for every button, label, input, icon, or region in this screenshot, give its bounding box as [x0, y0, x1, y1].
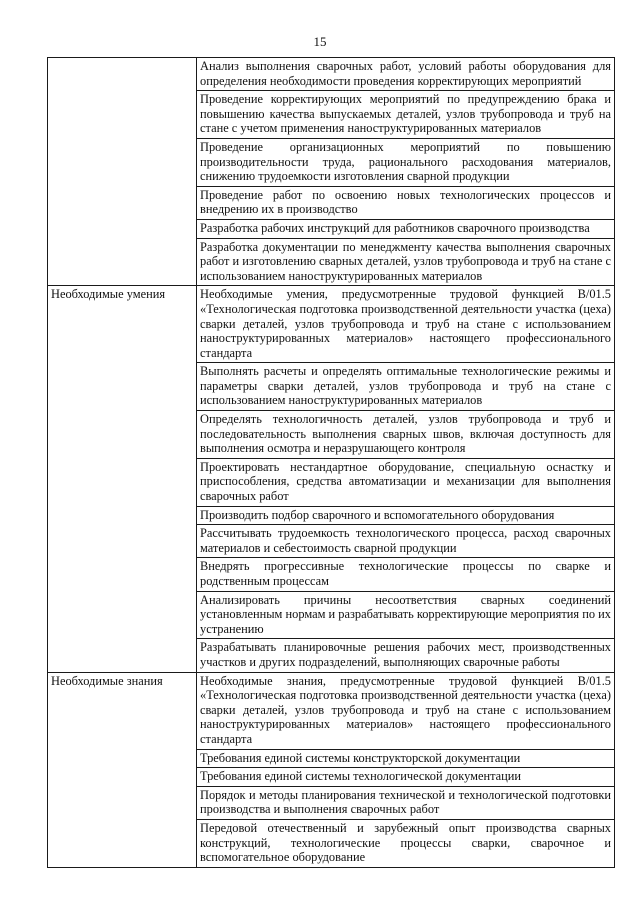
section-label-cell [48, 286, 197, 672]
requirement-text: Разработка документации по менеджменту качества выполнения сварочных работ и изготовлению сварных деталей, узлов трубопровода и труб на стане с использованием наноструктурированных материалов [197, 238, 615, 286]
section-label-cell [48, 672, 197, 867]
requirement-text: Проведение организационных мероприятий по повышению производительности труда, рационального расходования материалов, снижению трудоемкости изготовления сварной продукции [197, 138, 615, 186]
requirement-text: Определять технологичность деталей, узлов трубопровода и труб и последовательность выполнения сварных швов, включая доступность для выполнения осмотра и неразрушающего контроля [197, 411, 615, 459]
page-number: 15 [313, 34, 327, 49]
section-label: Необходимые знания [51, 673, 163, 688]
section-label-cell [48, 58, 197, 286]
requirement-text: Требования единой системы конструкторской документации [197, 749, 615, 768]
requirement-text: Передовой отечественный и зарубежный опыт производства сварных конструкций, технологические процессы сварки, сварочное и вспомогательное оборудование [197, 819, 615, 867]
requirements-table [47, 57, 615, 868]
requirement-text: Необходимые знания, предусмотренные трудовой функцией В/01.5 «Технологическая подготовка производственной деятельности участка (цеха) сварки деталей, узлов трубопровода и труб на стане с использованием наноструктурированных материалов» настоящего профессионального стандарта [197, 672, 615, 749]
requirement-text: Производить подбор сварочного и вспомогательного оборудования [197, 506, 615, 525]
requirement-text: Проведение работ по освоению новых технологических процессов и внедрению их в производство [197, 186, 615, 219]
requirement-text: Требования единой системы технологической документации [197, 768, 615, 787]
table-row [48, 672, 615, 749]
requirement-text: Анализ выполнения сварочных работ, условий работы оборудования для определения необходимости проведения корректирующих мероприятий [197, 58, 615, 91]
requirement-text: Выполнять расчеты и определять оптимальные технологические режимы и параметры сварки деталей, узлов трубопровода и труб на стане с использованием наноструктурированных материалов [197, 363, 615, 411]
section-label: Необходимые умения [51, 287, 166, 302]
requirement-text: Разрабатывать планировочные решения рабочих мест, производственных участков и других подразделений, выполняющих сварочные работы [197, 639, 615, 672]
table-row [48, 286, 615, 363]
requirement-text: Проектировать нестандартное оборудование, специальную оснастку и приспособления, средства автоматизации и механизации для выполнения сварочных работ [197, 458, 615, 506]
table-body [48, 58, 615, 868]
table-row [48, 58, 615, 91]
requirement-text: Рассчитывать трудоемкость технологического процесса, расход сварочных материалов и себестоимость сварной продукции [197, 525, 615, 558]
requirement-text: Необходимые умения, предусмотренные трудовой функцией В/01.5 «Технологическая подготовка производственной деятельности участка (цеха) сварки деталей, узлов трубопровода и труб на стане с использованием наноструктурированных материалов» настоящего профессионального стандарта [197, 286, 615, 363]
requirement-text: Проведение корректирующих мероприятий по предупреждению брака и повышению качества выпускаемых деталей, узлов трубопровода и труб на стане с учетом применения наноструктурированных материалов [197, 91, 615, 139]
requirement-text: Разработка рабочих инструкций для работников сварочного производства [197, 219, 615, 238]
requirement-text: Анализировать причины несоответствия сварных соединений установленным нормам и разрабатывать корректирующие мероприятия по их устранению [197, 591, 615, 639]
requirement-text: Порядок и методы планирования технической и технологической подготовки производства и выполнения сварочных работ [197, 786, 615, 819]
requirement-text: Внедрять прогрессивные технологические процессы по сварке и родственным процессам [197, 558, 615, 591]
